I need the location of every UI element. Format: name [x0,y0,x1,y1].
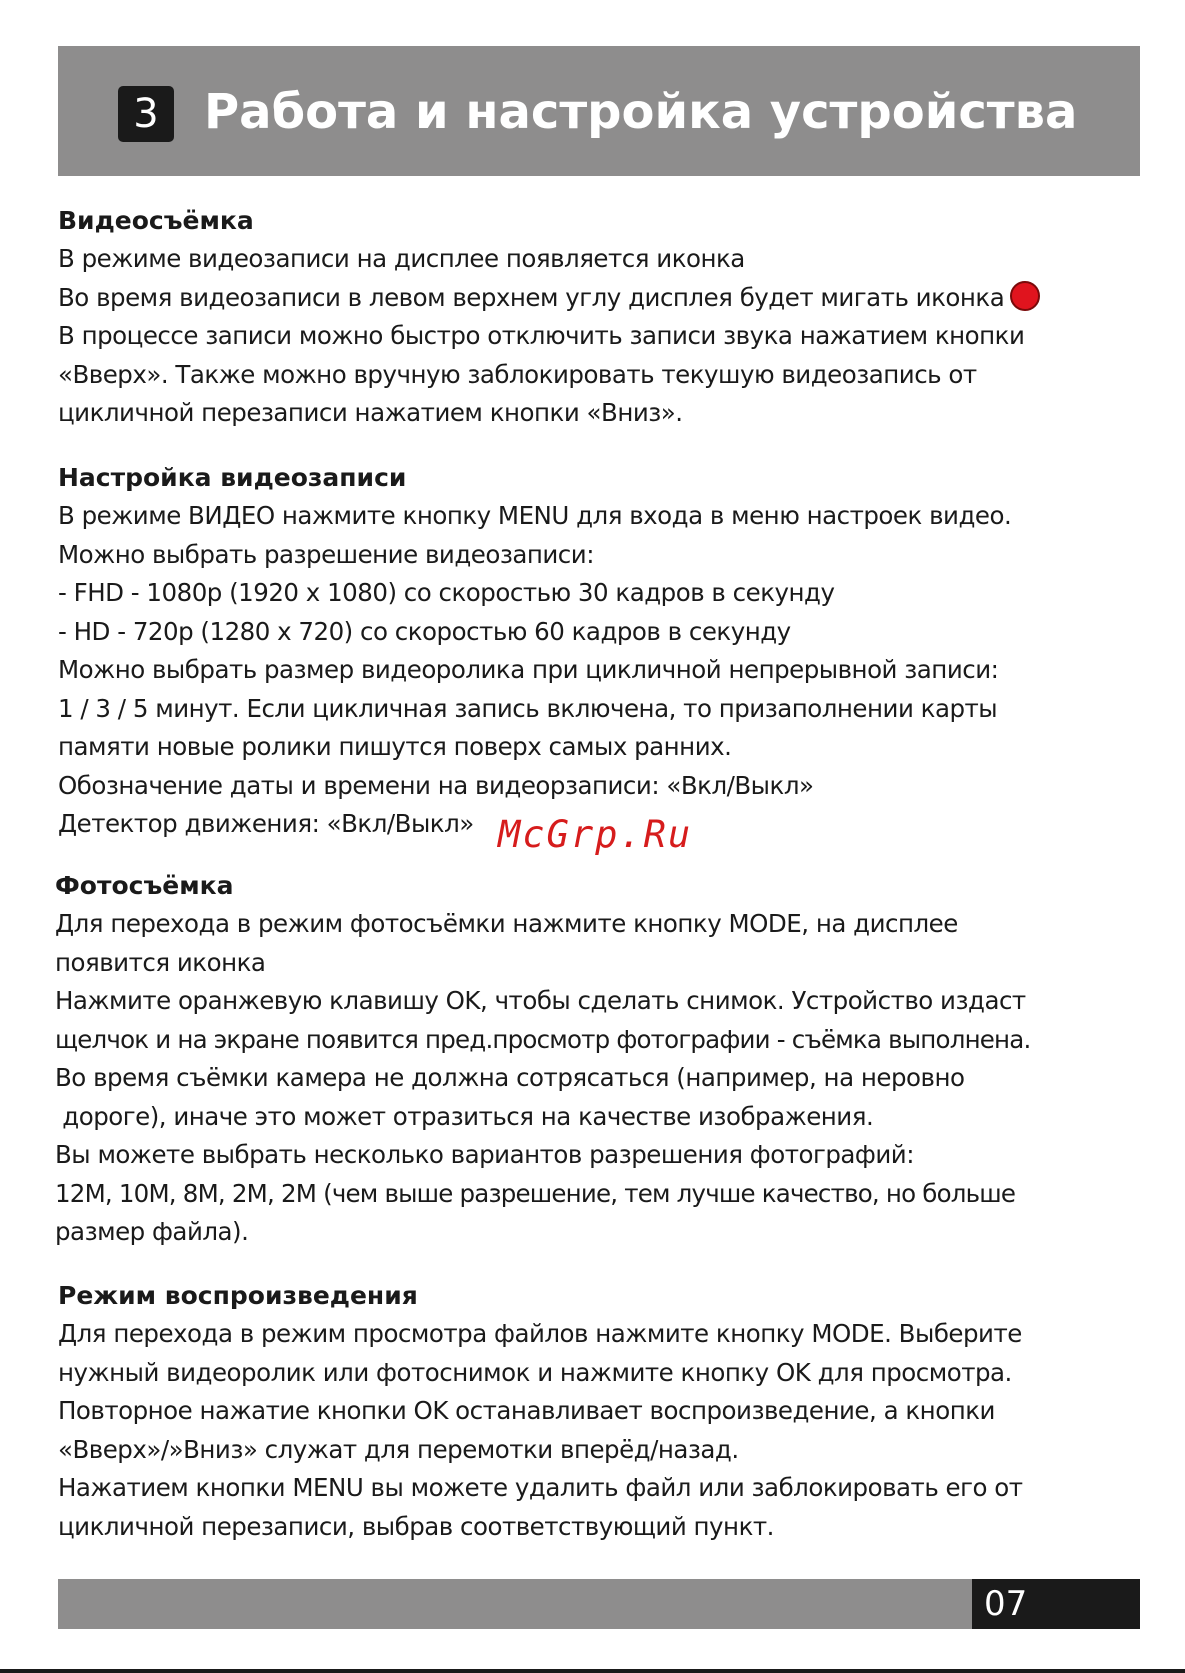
page-number: 07 [972,1579,1140,1629]
paragraph-line: Во время видеозаписи в левом верхнем углу дисплея будет мигать иконка [58,279,1178,318]
paragraph-line: памяти новые ролики пишутся поверх самых ранних. [58,732,732,761]
paragraph-line: Вы можете выбрать несколько вариантов разрешения фотографий: [55,1140,914,1169]
paragraph-line: Для перехода в режим просмотра файлов нажмите кнопку MODE. Выберите [58,1319,1022,1348]
paragraph-line: размер файла). [55,1217,249,1246]
paragraph-line: Можно выбрать разрешение видеозаписи: [58,539,594,569]
paragraph-line: В режиме видеозаписи на дисплее появляется иконка [58,244,745,273]
section-playback [58,1277,1178,1546]
chapter-number: 3 [118,86,174,142]
chapter-header [58,46,1140,176]
watermark: McGrp.Ru [498,813,693,856]
bottom-rule [0,1669,1185,1673]
paragraph-line: Нажмите оранжевую клавишу OK, чтобы сделать снимок. Устройство издаст [55,986,1026,1015]
paragraph-line: 12M, 10M, 8M, 2M, 2M (чем выше разрешение, тем лучше качество, но больше [55,1178,1016,1208]
section-video-settings [58,459,1178,844]
paragraph-line: появится иконка [55,947,266,977]
paragraph-line: - HD - 720p (1280 x 720) со скоростью 60 кадров в секунду [58,616,791,646]
paragraph-line: дороге), иначе это может отразиться на качестве изображения. [55,1101,874,1131]
chapter-title: Работа и настройка устройства [204,84,1078,140]
footer-bar [58,1579,1140,1629]
paragraph-line: Повторное нажатие кнопки OK останавливает воспроизведение, а кнопки [58,1396,995,1425]
paragraph-line: Детектор движения: «Вкл/Выкл» [58,809,474,838]
section-title: Настройка видеозаписи [58,463,407,492]
paragraph-line: Для перехода в режим фотосъёмки нажмите кнопку MODE, на дисплее [55,909,958,938]
paragraph-line: «Вверх»/»Вниз» служат для перемотки вперёд/назад. [58,1434,739,1464]
paragraph-line: цикличной перезаписи нажатием кнопки «Вниз». [58,398,683,427]
section-photo [55,867,1175,1252]
paragraph-line: - FHD - 1080p (1920 x 1080) со скоростью 30 кадров в секунду [58,578,835,607]
paragraph-line: В процессе записи можно быстро отключить записи звука нажатием кнопки [58,321,1025,350]
paragraph-line: В режиме ВИДЕО нажмите кнопку MENU для входа в меню настроек видео. [58,501,1012,530]
paragraph-line: щелчок и на экране появится пред.просмотр фотографии - съёмка выполнена. [55,1024,1031,1054]
paragraph-line: Обозначение даты и времени на видеорзаписи: «Вкл/Выкл» [58,770,814,800]
section-title: Фотосъёмка [55,871,234,900]
paragraph-line: цикличной перезаписи, выбрав соответствующий пункт. [58,1511,774,1541]
paragraph-line: Нажатием кнопки MENU вы можете удалить файл или заблокировать его от [58,1473,1023,1502]
section-title: Режим воспроизведения [58,1281,418,1310]
paragraph-line: Можно выбрать размер видеоролика при цикличной непрерывной записи: [58,655,999,684]
paragraph-line: Во время съёмки камера не должна сотрясаться (например, на неровно [55,1063,965,1092]
paragraph-line: 1 / 3 / 5 минут. Если цикличная запись включена, то призаполнении карты [58,693,998,723]
paragraph-line: нужный видеоролик или фотоснимок и нажмите кнопку OK для просмотра. [58,1357,1012,1387]
record-dot-icon [1010,281,1040,311]
section-video [58,202,1178,433]
paragraph-line: «Вверх». Также можно вручную заблокировать текушую видеозапись от [58,359,977,389]
section-title: Видеосъёмка [58,206,254,235]
